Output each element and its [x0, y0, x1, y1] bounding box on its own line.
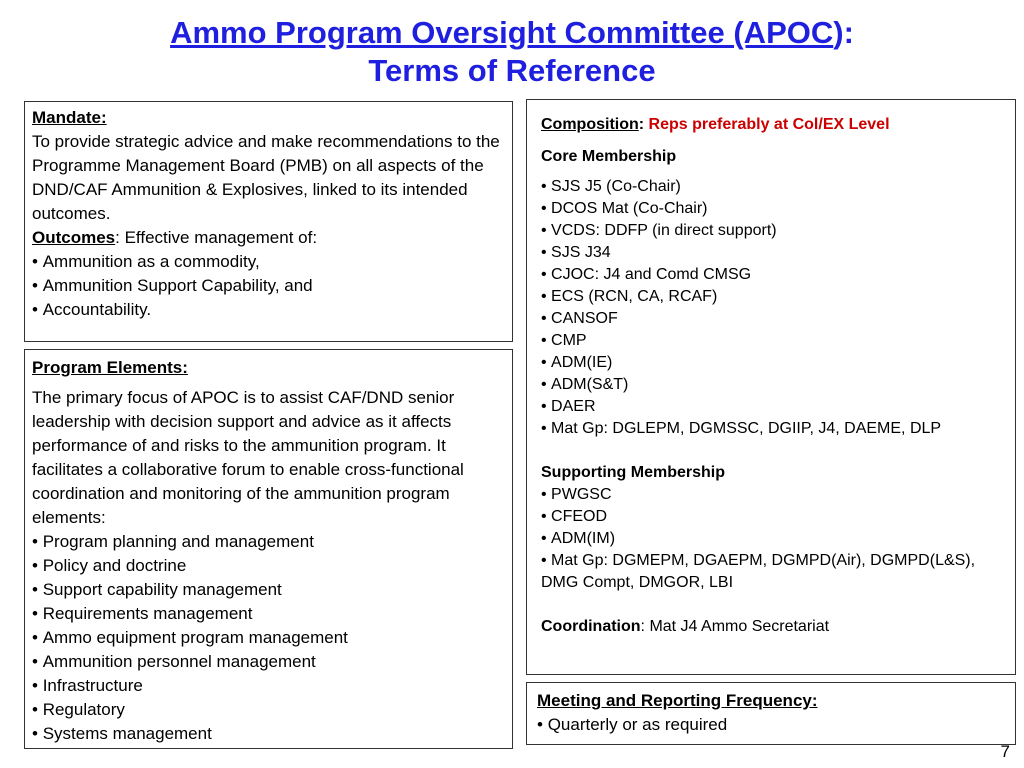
program-elements-list	[32, 530, 505, 746]
outcome-item: • Ammunition as a commodity,	[32, 250, 505, 274]
supporting-member-item: • PWGSC	[541, 484, 1001, 506]
meeting-list	[537, 713, 1005, 737]
page-number: 7	[1000, 742, 1010, 761]
core-member-item: • CJOC: J4 and Comd CMSG	[541, 264, 1001, 286]
supporting-membership-list	[541, 484, 1001, 594]
mandate-text: To provide strategic advice and make recommendations to the Programme Management Board (PMB) on all aspects of the DND/CAF Ammunition & Explosives, linked to its intended outcomes.	[32, 132, 500, 223]
meeting-heading: Meeting and Reporting Frequency:	[537, 691, 818, 710]
program-element-item: • Ammunition personnel management	[32, 650, 505, 674]
composition-colon: :	[638, 116, 645, 133]
meeting-box	[526, 682, 1016, 745]
composition-line	[541, 114, 1001, 136]
program-element-item: • Support capability management	[32, 578, 505, 602]
composition-label: Composition	[541, 116, 639, 133]
program-element-item: • Program planning and management	[32, 530, 505, 554]
outcomes-list	[32, 250, 505, 322]
supporting-member-item: • CFEOD	[541, 506, 1001, 528]
program-elements-box	[24, 349, 513, 749]
coordination-label: Coordination	[541, 618, 641, 635]
core-membership-heading: Core Membership	[541, 148, 677, 165]
program-element-item: • Systems management	[32, 722, 505, 746]
coordination-line	[541, 616, 1001, 638]
title-line-1	[0, 14, 1024, 52]
title-tail: ):	[833, 15, 854, 50]
program-element-item: • Policy and doctrine	[32, 554, 505, 578]
core-member-item: • SJS J34	[541, 242, 1001, 264]
core-member-item: • ADM(IE)	[541, 352, 1001, 374]
core-member-item: • CANSOF	[541, 308, 1001, 330]
mandate-heading: Mandate:	[32, 108, 107, 127]
outcomes-line	[32, 226, 505, 250]
program-element-item: • Ammo equipment program management	[32, 626, 505, 650]
composition-box	[526, 99, 1016, 675]
core-member-item: • DCOS Mat (Co-Chair)	[541, 198, 1001, 220]
core-membership-list	[541, 176, 1001, 440]
spacer	[541, 594, 1001, 616]
mandate-box	[24, 101, 513, 342]
meeting-item: • Quarterly or as required	[537, 713, 1005, 737]
outcomes-text: : Effective management of:	[115, 228, 318, 247]
slide-title	[0, 14, 1024, 90]
supporting-member-item: • ADM(IM)	[541, 528, 1001, 550]
core-member-item: • Mat Gp: DGLEPM, DGMSSC, DGIIP, J4, DAEME, DLP	[541, 418, 1001, 440]
core-member-item: • ADM(S&T)	[541, 374, 1001, 396]
outcome-item: • Accountability.	[32, 298, 505, 322]
program-heading: Program Elements:	[32, 358, 188, 377]
outcome-item: • Ammunition Support Capability, and	[32, 274, 505, 298]
core-member-item: • CMP	[541, 330, 1001, 352]
program-element-item: • Infrastructure	[32, 674, 505, 698]
title-main: Ammo Program Oversight Committee (APOC	[170, 15, 834, 50]
core-member-item: • DAER	[541, 396, 1001, 418]
core-member-item: • ECS (RCN, CA, RCAF)	[541, 286, 1001, 308]
program-text: The primary focus of APOC is to assist CAF/DND senior leadership with decision support and advice as it affects performance of and risks to the ammunition program. It facilitates a collaborative forum to enable cross-functional coordination and monitoring of the ammunition program elements:	[32, 388, 464, 527]
program-element-item: • Requirements management	[32, 602, 505, 626]
composition-note: Reps preferably at Col/EX Level	[648, 116, 890, 133]
outcomes-label: Outcomes	[32, 228, 116, 247]
supporting-membership-heading: Supporting Membership	[541, 464, 725, 481]
spacer	[541, 440, 1001, 462]
supporting-member-item: • Mat Gp: DGMEPM, DGAEPM, DGMPD(Air), DGMPD(L&S), DMG Compt, DMGOR, LBI	[541, 550, 1001, 594]
core-member-item: • VCDS: DDFP (in direct support)	[541, 220, 1001, 242]
title-line-2: Terms of Reference	[368, 53, 656, 88]
core-member-item: • SJS J5 (Co-Chair)	[541, 176, 1001, 198]
program-element-item: • Regulatory	[32, 698, 505, 722]
coordination-text: : Mat J4 Ammo Secretariat	[640, 618, 830, 635]
